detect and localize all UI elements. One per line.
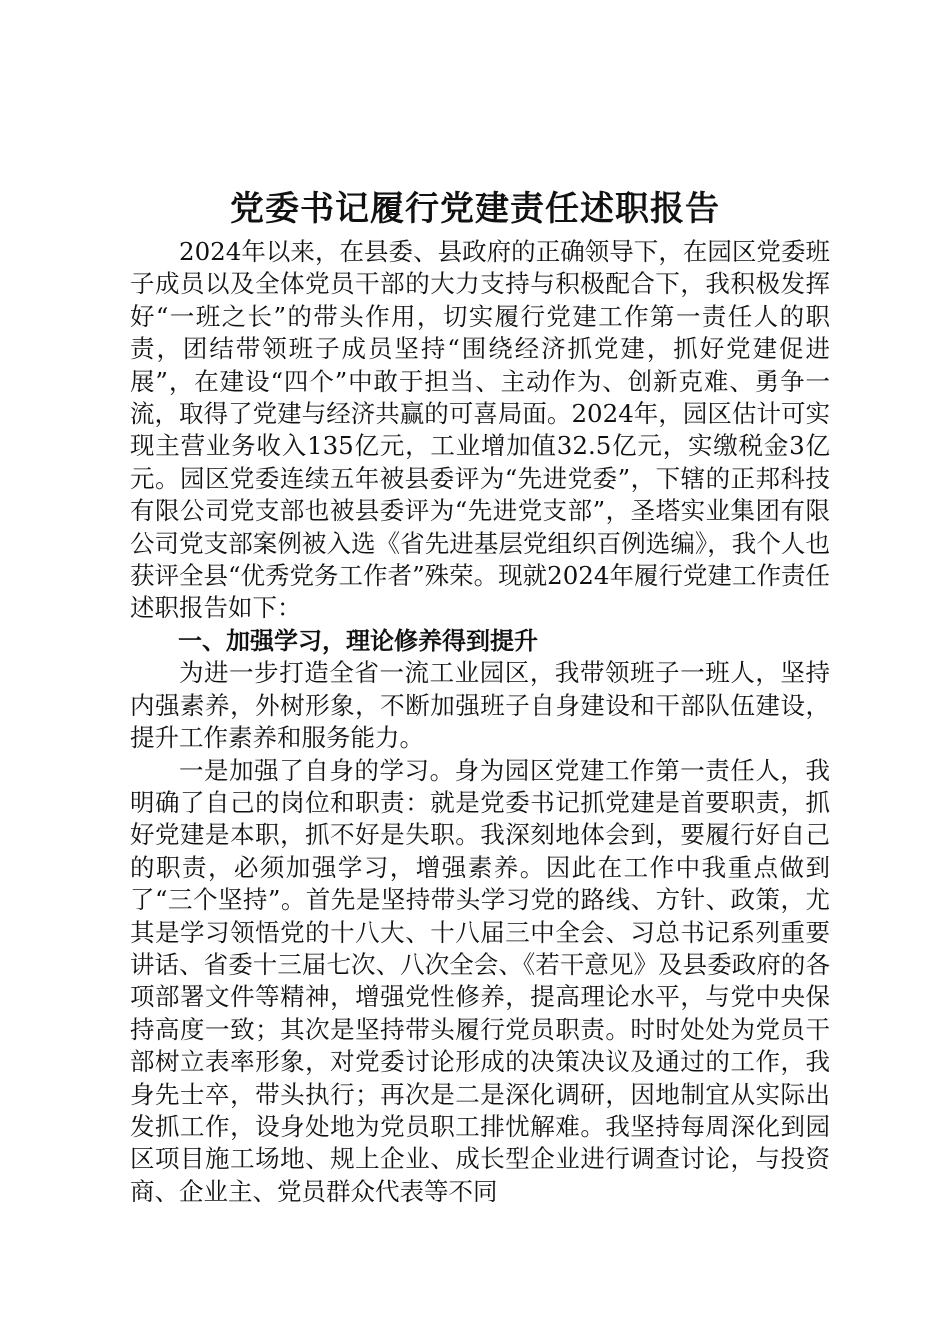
section-1-paragraph-2: 一是加强了自身的学习。身为园区党建工作第一责任人，我明确了自己的岗位和职责：就是党委书记抓党建是首要职责，抓好党建是本职，抓不好是失职。我深刻地体会到，要履行好自己的职责，必须加强学习，增强素养。因此在工作中我重点做到了“三个坚持”。首先是坚持带头学习党的路线、方针、政策，尤其是学习领悟党的十八大、十八届三中全会、习总书记系列重要讲话、省委十三届七次、八次全会、《若干意见》及县委政府的各项部署文件等精神，增强党性修养，提高理论水平，与党中央保持高度一致；其次是坚持带头履行党员职责。时时处处为党员干部树立表率形象，对党委讨论形成的决策决议及通过的工作，我身先士卒，带头执行；再次是二是深化调研，因地制宜从实际出发抓工作，设身处地为党员职工排忧解难。我坚持每周深化到园区项目施工场地、规上企业、成长型企业进行调查讨论，与投资商、企业主、党员群众代表等不同: [130, 755, 830, 1206]
section-heading-1: 一、加强学习，理论修养得到提升: [178, 626, 538, 655]
intro-paragraph: 2024年以来，在县委、县政府的正确领导下，在园区党委班子成员以及全体党员干部的大力支持与积极配合下，我积极发挥好“一班之长”的带头作用，切实履行党建工作第一责任人的职责，团结带领班子成员坚持“围绕经济抓党建，抓好党建促进展”，在建设“四个”中敢于担当、主动作为、创新克难、勇争一流，取得了党建与经济共赢的可喜局面。2024年，园区估计可实现主营业务收入135亿元，工业增加值32.5亿元，实缴税金3亿元。园区党委连续五年被县委评为“先进党委”，下辖的正邦科技有限公司党支部也被县委评为“先进党支部”，圣塔实业集团有限公司党支部案例被入选《省先进基层党组织百例选编》，我个人也获评全县“优秀党务工作者”殊荣。现就2024年履行党建工作责任述职报告如下：: [130, 237, 830, 623]
section-1-paragraph-1: 为进一步打造全省一流工业园区，我带领班子一班人，坚持内强素养，外树形象，不断加强班子自身建设和干部队伍建设，提升工作素养和服务能力。: [130, 658, 830, 753]
document-title: 党委书记履行党建责任述职报告: [230, 189, 720, 229]
document-body: [130, 236, 830, 1208]
